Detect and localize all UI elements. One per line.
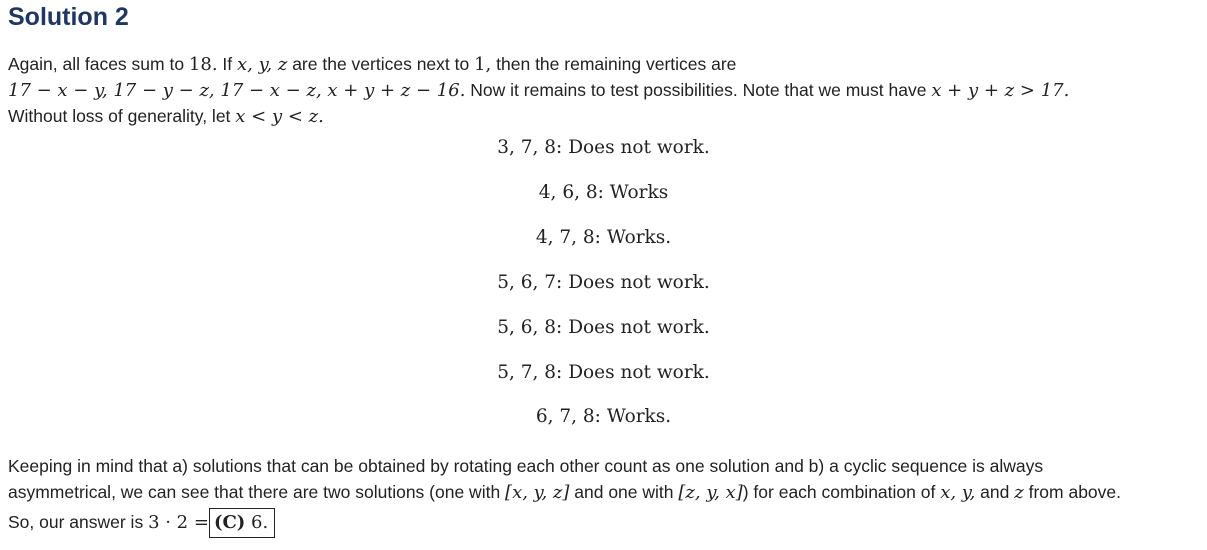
intro-line-2	[8, 77, 1069, 104]
intro-line-3	[8, 103, 324, 130]
case-result: Works.	[606, 227, 672, 248]
case-result: Does not work.	[568, 317, 710, 338]
case-row	[0, 137, 1207, 158]
intro-text: are the vertices next to	[287, 54, 475, 74]
answer-choice: (C)	[213, 512, 246, 533]
intro-text: Again, all faces sum to	[8, 54, 189, 74]
answer-value: 6.	[245, 512, 269, 533]
case-numbers: 4, 7, 8:	[535, 227, 601, 248]
math-expression: 17 − x − y, 17 − y − z, 17 − x − z, x + y + z − 16.	[8, 80, 466, 101]
intro-line-1	[8, 51, 736, 78]
intro-text: Now it remains to test possibilities. Note that we must have	[465, 80, 932, 100]
case-row	[0, 362, 1207, 383]
math-expression: 18.	[188, 54, 218, 75]
math-expression: 3 · 2 =	[148, 512, 209, 533]
case-numbers: 5, 6, 7:	[497, 272, 563, 293]
conclusion-text: and	[975, 482, 1015, 502]
boxed-answer	[209, 508, 275, 538]
conclusion-line-1	[8, 453, 1043, 479]
conclusion-line-2	[8, 479, 1121, 506]
math-expression: x, y, z	[237, 54, 288, 75]
math-expression: x < y < z.	[235, 106, 324, 127]
case-numbers: 5, 7, 8:	[497, 362, 563, 383]
case-row	[0, 406, 1207, 427]
math-expression: x, y,	[940, 482, 976, 503]
conclusion-text: asymmetrical, we can see that there are two solutions (one with	[8, 482, 506, 502]
case-numbers: 3, 7, 8:	[497, 137, 563, 158]
intro-text: If	[217, 54, 238, 74]
intro-text: then the remaining vertices are	[491, 54, 737, 74]
intro-text: Without loss of generality, let	[8, 106, 236, 126]
conclusion-text: ) for each combination of	[742, 482, 941, 502]
case-numbers: 6, 7, 8:	[535, 406, 601, 427]
case-result: Does not work.	[568, 362, 710, 383]
math-expression: [x, y, z]	[505, 482, 570, 503]
math-expression: [z, y, x]	[678, 482, 743, 503]
conclusion-text: and one with	[569, 482, 679, 502]
case-row	[0, 182, 1207, 203]
case-numbers: 4, 6, 8:	[538, 182, 604, 203]
conclusion-text: Keeping in mind that a) solutions that can be obtained by rotating each other count as one solution and b) a cyclic sequence is always	[8, 456, 1044, 476]
case-result: Works	[609, 182, 669, 203]
conclusion-text: So, our answer is	[8, 512, 149, 532]
case-row	[0, 272, 1207, 293]
case-numbers: 5, 6, 8:	[497, 317, 563, 338]
answer-line	[8, 508, 275, 538]
case-row	[0, 227, 1207, 248]
case-row	[0, 317, 1207, 338]
case-result: Works.	[606, 406, 672, 427]
math-expression: x + y + z > 17.	[931, 80, 1070, 101]
conclusion-text: from above.	[1023, 482, 1122, 502]
case-result: Does not work.	[568, 272, 710, 293]
math-expression: 1,	[474, 54, 492, 75]
case-result: Does not work.	[568, 137, 710, 158]
math-expression: z	[1014, 482, 1024, 503]
section-heading: Solution 2	[8, 3, 129, 31]
